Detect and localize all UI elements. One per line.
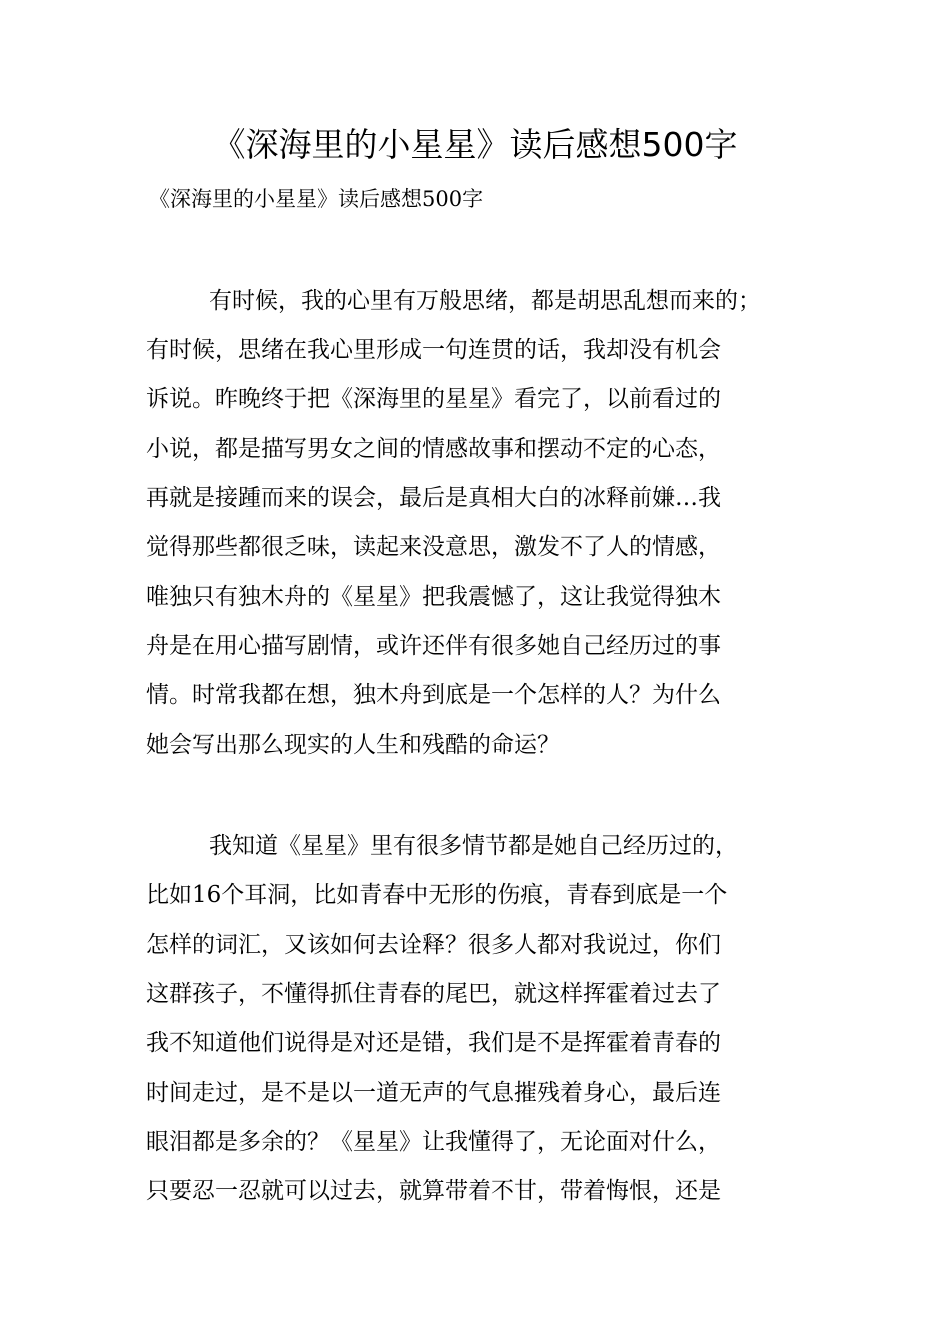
text-line: 这群孩子，不懂得抓住青春的尾巴，就这样挥霍着过去了 — [146, 981, 721, 1007]
text-line: 我不知道他们说得是对还是错，我们是不是挥霍着青春的 — [146, 1030, 721, 1056]
text-line: 有时候，我的心里有万般思绪，都是胡思乱想而来的； — [209, 288, 761, 314]
text-line: 再就是接踵而来的误会，最后是真相大白的冰释前嫌…我 — [146, 485, 721, 511]
text-line: 她会写出那么现实的人生和残酷的命运？ — [146, 732, 560, 758]
text-line: 舟是在用心描写剧情，或许还伴有很多她自己经历过的事 — [146, 633, 721, 659]
text-line: 诉说。昨晚终于把《深海里的星星》看完了，以前看过的 — [146, 386, 721, 412]
text-line: 怎样的词汇，又该如何去诠释？很多人都对我说过，你们 — [146, 932, 721, 958]
text-line: 觉得那些都很乏味，读起来没意思，激发不了人的情感， — [146, 534, 721, 560]
document-subtitle: 《深海里的小星星》读后感想500字 — [149, 187, 484, 211]
text-line: 比如16个耳洞，比如青春中无形的伤痕，青春到底是一个 — [146, 882, 728, 908]
text-line: 有时候，思绪在我心里形成一句连贯的话，我却没有机会 — [146, 337, 721, 363]
text-line: 只要忍一忍就可以过去，就算带着不甘，带着悔恨，还是 — [146, 1178, 721, 1204]
text-line: 小说，都是描写男女之间的情感故事和摆动不定的心态， — [146, 436, 721, 462]
text-line: 情。时常我都在想，独木舟到底是一个怎样的人？为什么 — [146, 682, 721, 708]
document-title: 《深海里的小星星》读后感想500字 — [212, 125, 738, 164]
text-line: 唯独只有独木舟的《星星》把我震憾了，这让我觉得独木 — [146, 584, 721, 610]
text-line: 眼泪都是多余的？《星星》让我懂得了，无论面对什么， — [146, 1129, 721, 1155]
text-line: 我知道《星星》里有很多情节都是她自己经历过的， — [209, 833, 738, 859]
text-line: 时间走过，是不是以一道无声的气息摧残着身心，最后连 — [146, 1080, 721, 1106]
